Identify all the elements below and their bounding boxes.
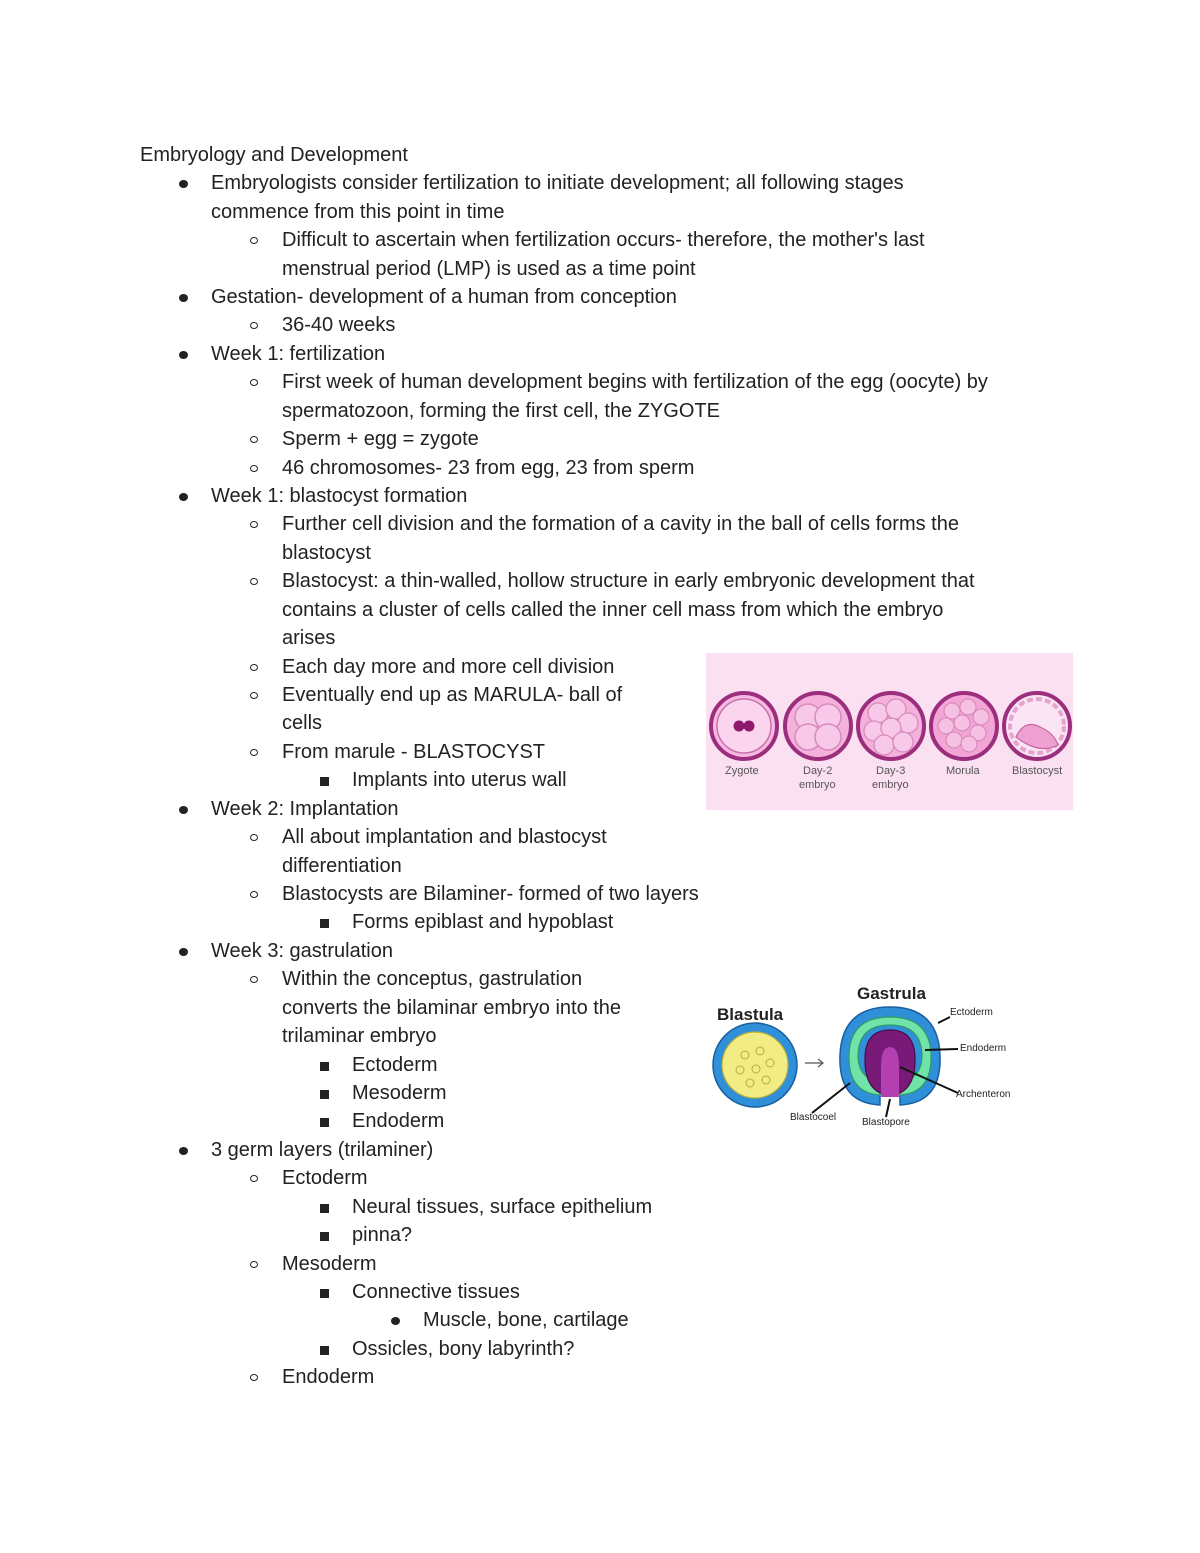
blastocoel-label: Blastocoel [790, 1112, 837, 1123]
bullet-circle-icon [250, 521, 258, 528]
bullet-square-icon [320, 1204, 329, 1213]
list-item-text: Connective tissues [352, 1281, 520, 1303]
list-item-text: arises [282, 627, 336, 649]
bullet-circle-icon [250, 322, 258, 329]
bullet-circle-icon [250, 1175, 258, 1182]
list-item-text: commence from this point in time [211, 201, 505, 223]
list-item-text: converts the bilaminar embryo into the [282, 997, 622, 1019]
blastula-drawing [713, 1023, 797, 1107]
day3-sub-label: embryo [872, 779, 909, 791]
bullet-circle-icon [250, 692, 258, 699]
list-item-text: Sperm + egg = zygote [282, 428, 479, 450]
list-item-text: Forms epiblast and hypoblast [352, 911, 614, 933]
list-item-text: Mesoderm [352, 1082, 447, 1104]
blastula-title: Blastula [717, 1005, 784, 1024]
list-item-text: Blastocyst: a thin-walled, hollow structure in early embryonic development that [282, 570, 975, 592]
list-item-text: Further cell division and the formation of a cavity in the ball of cells forms the [282, 513, 959, 535]
document-title: Embryology and Development [140, 144, 408, 166]
zygote-cell-drawing [711, 693, 777, 759]
bullet-square-icon [320, 1118, 329, 1127]
list-item-text: Week 2: Implantation [211, 798, 399, 820]
bullet-square-icon [320, 1090, 329, 1099]
list-item-text: menstrual period (LMP) is used as a time point [282, 258, 696, 280]
bullet-circle-icon [250, 749, 258, 756]
list-item-text: Ectoderm [282, 1167, 368, 1189]
list-item-text: 46 chromosomes- 23 from egg, 23 from sperm [282, 457, 695, 479]
list-item-text: Endoderm [282, 1366, 375, 1388]
bullet-square-icon [320, 1232, 329, 1241]
bullet-disc-icon [179, 948, 188, 956]
bullet-circle-icon [250, 976, 258, 983]
gastrula-drawing [812, 1007, 958, 1117]
bullet-circle-icon [250, 578, 258, 585]
blastocyst-drawing [1004, 693, 1070, 759]
list-item-text: Eventually end up as MARULA- ball of [282, 684, 623, 706]
list-item-text: Week 1: fertilization [211, 343, 386, 365]
list-item-text: Ectoderm [352, 1054, 438, 1076]
bullet-disc-icon [179, 493, 188, 501]
list-item-text: Each day more and more cell division [282, 656, 615, 678]
bullet-disc-icon [391, 1317, 400, 1325]
list-item-text: Mesoderm [282, 1253, 377, 1275]
list-item-text: 3 germ layers (trilaminer) [211, 1139, 434, 1161]
bullet-circle-icon [250, 465, 258, 472]
bullet-circle-icon [250, 379, 258, 386]
blastocyst-label: Blastocyst [1012, 765, 1063, 777]
day3-embryo-drawing [858, 693, 924, 759]
ectoderm-label: Ectoderm [950, 1007, 993, 1018]
list-item-text: Week 3: gastrulation [211, 940, 393, 962]
bullet-disc-icon [179, 180, 188, 188]
list-item-text: Implants into uterus wall [352, 769, 567, 791]
list-item-text: All about implantation and blastocyst [282, 826, 607, 848]
list-item-text: trilaminar embryo [282, 1025, 437, 1047]
morula-label: Morula [946, 765, 980, 777]
day2-sub-label: embryo [799, 779, 836, 791]
bullet-square-icon [320, 1289, 329, 1298]
bullet-circle-icon [250, 237, 258, 244]
list-item-text: Ossicles, bony labyrinth? [352, 1338, 575, 1360]
bullet-circle-icon [250, 834, 258, 841]
blastopore-label: Blastopore [862, 1117, 910, 1128]
gastrula-figure [700, 975, 1060, 1135]
bullet-disc-icon [179, 1147, 188, 1155]
list-item-text: differentiation [282, 855, 402, 877]
bullet-circle-icon [250, 664, 258, 671]
bullet-square-icon [320, 1346, 329, 1355]
list-item-text: Endoderm [352, 1110, 445, 1132]
bullet-disc-icon [179, 351, 188, 359]
morula-drawing [931, 693, 997, 759]
endoderm-label: Endoderm [960, 1043, 1007, 1054]
bullet-circle-icon [250, 891, 258, 898]
bullet-circle-icon [250, 1374, 258, 1381]
list-item-text: From marule - BLASTOCYST [282, 741, 546, 763]
list-item-text: Within the conceptus, gastrulation [282, 968, 583, 990]
archenteron-label: Archenteron [956, 1089, 1011, 1100]
bullet-disc-icon [179, 806, 188, 814]
bullet-square-icon [320, 777, 329, 786]
day3-label: Day-3 [876, 765, 906, 777]
gastrula-title: Gastrula [857, 984, 926, 1003]
arrow-icon [805, 1059, 823, 1067]
bullet-circle-icon [250, 436, 258, 443]
embryo-stages-figure [706, 653, 1073, 810]
list-item-text: spermatozoon, forming the first cell, the ZYGOTE [282, 400, 720, 422]
list-item-text: Difficult to ascertain when fertilization occurs- therefore, the mother's last [282, 229, 925, 251]
list-item-text: Neural tissues, surface epithelium [352, 1196, 653, 1218]
list-item-text: Gestation- development of a human from conception [211, 286, 677, 308]
list-item-text: Week 1: blastocyst formation [211, 485, 468, 507]
list-item-text: Muscle, bone, cartilage [423, 1309, 629, 1331]
list-item-text: First week of human development begins with fertilization of the egg (oocyte) by [282, 371, 988, 393]
list-item-text: blastocyst [282, 542, 371, 564]
list-item-text: Embryologists consider fertilization to initiate development; all following stages [211, 172, 904, 194]
bullet-square-icon [320, 1062, 329, 1071]
zygote-label: Zygote [725, 765, 759, 777]
bullet-disc-icon [179, 294, 188, 302]
bullet-circle-icon [250, 1261, 258, 1268]
list-item-text: 36-40 weeks [282, 314, 396, 336]
list-item-text: pinna? [352, 1224, 413, 1246]
list-item-text: cells [282, 712, 323, 734]
day2-label: Day-2 [803, 765, 833, 777]
list-item-text: contains a cluster of cells called the inner cell mass from which the embryo [282, 599, 944, 621]
day2-embryo-drawing [785, 693, 851, 759]
list-item-text: Blastocysts are Bilaminer- formed of two layers [282, 883, 699, 905]
bullet-square-icon [320, 919, 329, 928]
